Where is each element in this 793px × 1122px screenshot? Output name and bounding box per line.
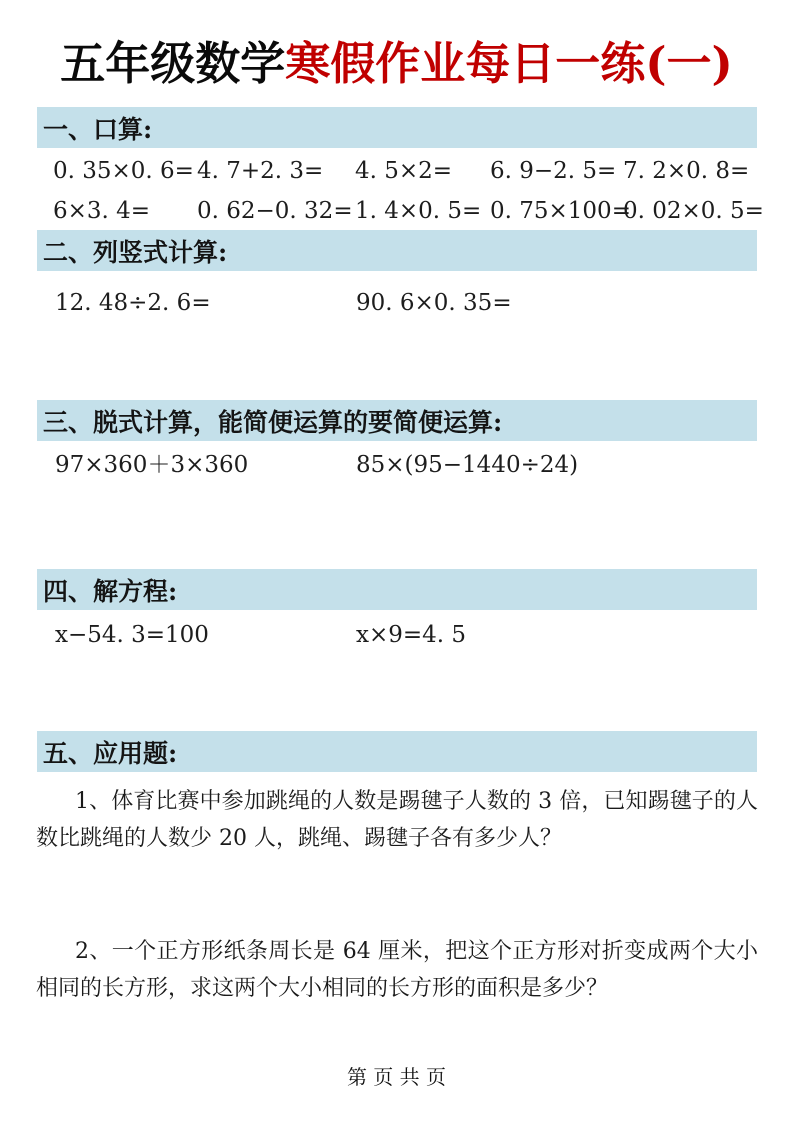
column-problems-row (0, 288, 793, 318)
page-footer (0, 1064, 793, 1090)
title-grade-part: 五年级数学 (60, 37, 286, 90)
oral-problem: 0. 62−0. 32= (197, 198, 353, 224)
section-2-header (37, 230, 757, 271)
word-problem-1: 1、体育比赛中参加跳绳的人数是踢毽子人数的 3 倍，已知踢毽子的人数比跳绳的人数少 20 人，跳绳、踢毽子各有多少人？ (36, 789, 758, 851)
oral-problem: 0. 02×0. 5= (623, 198, 764, 224)
page-number-label: 第 页 共 页 (346, 1065, 447, 1089)
section-5-header (37, 731, 757, 772)
equation-problems-row (0, 620, 793, 650)
math-problem: 90. 6×0. 35= (356, 290, 512, 316)
section-4-heading: 四、解方程: (43, 576, 178, 606)
word-problem-2: 2、一个正方形纸条周长是 64 厘米，把这个正方形对折变成两个大小相同的长方形，求这两个大小相同的长方形的面积是多少？ (36, 939, 758, 1001)
section-3-heading: 三、脱式计算，能简便运算的要简便运算: (43, 407, 503, 437)
oral-problems-row-1 (0, 156, 793, 186)
oral-problem: 7. 2×0. 8= (623, 158, 750, 184)
oral-problem: 0. 75×100= (490, 198, 631, 224)
math-problem: 97×360＋3×360 (55, 452, 249, 478)
page-title (0, 34, 793, 94)
oral-problem: 4. 5×2= (355, 158, 453, 184)
oral-problem: 4. 7+2. 3= (197, 158, 324, 184)
math-problem: x−54. 3=100 (55, 622, 209, 648)
title-session-part: 寒假作业每日一练(一) (285, 37, 733, 90)
math-problem: 85×(95−1440÷24) (356, 452, 579, 478)
step-problems-row (0, 450, 793, 480)
section-2-heading: 二、列竖式计算: (43, 237, 228, 267)
section-1-header (37, 107, 757, 148)
section-1-heading: 一、口算: (43, 114, 153, 144)
oral-problem: 1. 4×0. 5= (355, 198, 482, 224)
oral-problem: 6. 9−2. 5= (490, 158, 617, 184)
math-problem: 12. 48÷2. 6= (55, 290, 211, 316)
section-4-header (37, 569, 757, 610)
math-problem: x×9=4. 5 (356, 622, 467, 648)
oral-problems-row-2 (0, 196, 793, 226)
section-5-heading: 五、应用题: (43, 738, 178, 768)
section-3-header (37, 400, 757, 441)
oral-problem: 0. 35×0. 6= (53, 158, 194, 184)
oral-problem: 6×3. 4= (53, 198, 151, 224)
